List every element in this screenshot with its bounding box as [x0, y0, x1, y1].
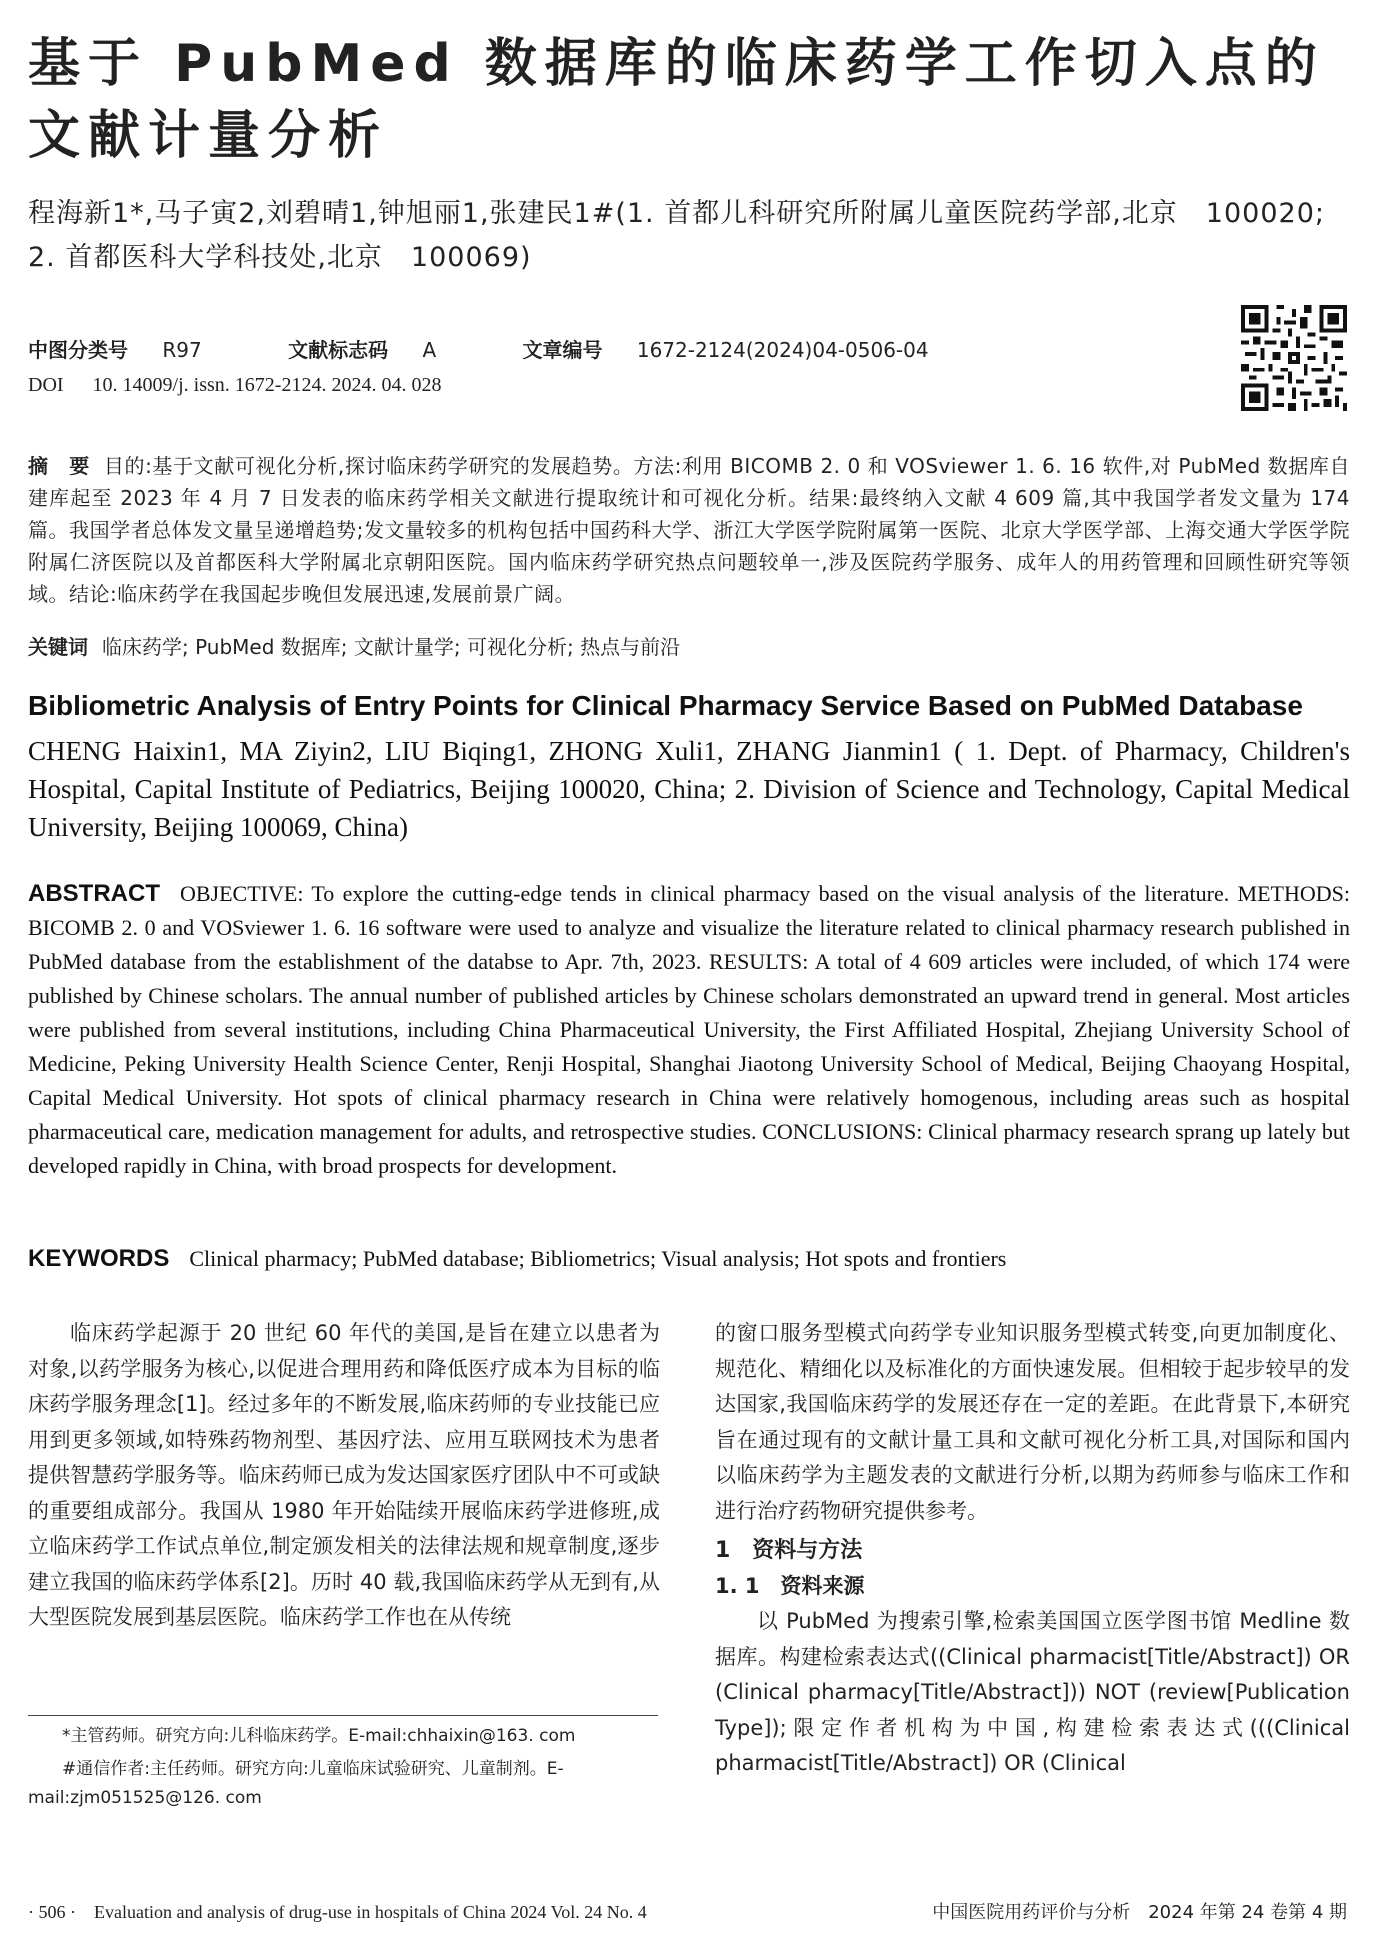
footer-journal-chinese: 中国医院用药评价与分析 2024 年第 24 卷第 4 期 — [932, 1902, 1347, 1923]
footer-journal-english: · 506 · Evaluation and analysis of drug-use in hospitals of China 2024 Vol. 24 No. 4 — [28, 1902, 647, 1922]
data-source-paragraph: 以 PubMed 为搜索引擎,检索美国国立医学图书馆 Medline 数据库。构建检索表达式((Clinical pharmacist[Title/Abstract]) OR (Clinical pharmacy[Title/Abstract])) NOT (review[Publication Type]);限定作者机构为中国,构建检索表达式(((Clinical pharmacist[Title/Abstract]) OR (Clinical — [715, 1609, 1350, 1775]
english-abstract — [28, 877, 1350, 1183]
chinese-abstract — [28, 450, 1350, 610]
footnote-corresponding-author: #通信作者:主任药师。研究方向:儿童临床试验研究、儿童制剂。E-mail:zjm051525@126. com — [28, 1759, 564, 1808]
chinese-keywords-label: 关键词 — [28, 635, 88, 659]
doccode-label: 文献标志码 — [288, 338, 389, 362]
subsection-heading: 1. 1 资料来源 — [715, 1573, 865, 1598]
footnote-first-author: *主管药师。研究方向:儿科临床药学。E-mail:chhaixin@163. com — [62, 1726, 576, 1746]
footnotes — [28, 1722, 660, 1817]
english-keywords-text: Clinical pharmacy; PubMed database; Bibliometrics; Visual analysis; Hot spots and frontiers — [189, 1246, 1007, 1271]
paper-title: 基于 PubMed 数据库的临床药学工作切入点的文献计量分析 — [28, 34, 1325, 166]
doi-value: 10. 14009/j. issn. 1672-2124. 2024. 04. 028 — [92, 374, 442, 396]
chinese-abstract-text: 目的:基于文献可视化分析,探讨临床药学研究的发展趋势。方法:利用 BICOMB 2. 0 和 VOSviewer 1. 6. 16 软件,对 PubMed 数据库自建库起至 2023 年 4 月 7 日发表的临床药学相关文献进行提取统计和可视化分析。结果:最终纳入文献 4 609 篇,其中我国学者发文量为 174 篇。我国学者总体发文量呈递增趋势;发文量较多的机构包括中国药科大学、浙江大学医学院附属第一医院、北京大学医学部、上海交通大学医学院附属仁济医院以及首都医科大学附属北京朝阳医院。国内临床药学研究热点问题较单一,涉及医院药学服务、成年人的用药管理和回顾性研究等领域。结论:临床药学在我国起步晚但发展迅速,发展前景广阔。 — [28, 454, 1351, 606]
body-right-column — [715, 1316, 1350, 1782]
chinese-keywords — [28, 631, 680, 660]
english-keywords — [28, 1245, 1006, 1273]
english-abstract-label: ABSTRACT — [28, 880, 160, 907]
intro-paragraph: 临床药学起源于 20 世纪 60 年代的美国,是旨在建立以患者为对象,以药学服务为核心,以促进合理用药和降低医疗成本为目标的临床药学服务理念[1]。经过多年的不断发展,临床药师的专业技能已应用到更多领域,如特殊药物剂型、基因疗法、应用互联网技术为患者提供智慧药学服务等。临床药师已成为发达国家医疗团队中不可或缺的重要组成部分。我国从 1980 年开始陆续开展临床药学进修班,成立临床药学工作试点单位,制定颁发相关的法律法规和规章制度,逐步建立我国的临床药学体系[2]。历时 40 载,我国临床药学从无到有,从大型医院发展到基层医院。临床药学工作也在从传统 — [28, 1321, 660, 1629]
english-keywords-label: KEYWORDS — [28, 1245, 170, 1272]
author-block — [28, 192, 1350, 280]
footnote-divider — [28, 1715, 658, 1716]
classification-line — [28, 334, 929, 363]
doi-line — [28, 374, 441, 397]
articleno-label: 文章编号 — [522, 338, 603, 362]
author-names: 程海新1*,马子寅2,刘碧晴1,钟旭丽1,张建民1# — [28, 198, 616, 229]
chinese-keywords-text: 临床药学; PubMed 数据库; 文献计量学; 可视化分析; 热点与前沿 — [102, 635, 681, 659]
chinese-abstract-label: 摘 要 — [28, 454, 90, 478]
english-abstract-text: OBJECTIVE: To explore the cutting-edge tends in clinical pharmacy based on the visual analysis of the literature. METHODS: BICOMB 2. 0 and VOSviewer 1. 6. 16 software were used to analyze and visualize the literature related to clinical pharmacy research published in PubMed database from the establishment of the databse to Apr. 7th, 2023. RESULTS: A total of 4 609 articles were included, of which 174 were published by Chinese scholars. The annual number of published articles by Chinese scholars demonstrated an upward trend in general. Most articles were published from several institutions, including China Pharmaceutical University, the First Affiliated Hospital, Zhejiang University School of Medicine, Peking University Health Science Center, Renji Hospital, Shanghai Jiaotong University School of Medical, Beijing Chaoyang Hospital, Capital Medical University. Hot spots of clinical pharmacy research in China were relatively homogenous, including areas such as hospital pharmaceutical care, medication management for adults, and retrospective studies. CONCLUSIONS: Clinical pharmacy research sprang up lately but developed rapidly in China, with broad prospects for development. — [28, 881, 1350, 1178]
english-title: Bibliometric Analysis of Entry Points for Clinical Pharmacy Service Based on PubMed Database — [28, 690, 1303, 721]
clc-label: 中图分类号 — [28, 338, 128, 362]
english-authors: CHENG Haixin1, MA Ziyin2, LIU Biqing1, ZHONG Xuli1, ZHANG Jianmin1 ( 1. Dept. of Pharmacy, Children's Hospital, Capital Institute of Pediatrics, Beijing 100020, China; 2. Division of Science and Technology, Capital Medical University, Beijing 100069, China) — [28, 736, 1350, 842]
author-affiliations: (1. 首都儿科研究所附属儿童医院药学部,北京 100020; 2. 首都医科大学科技处,北京 100069) — [28, 198, 1325, 273]
section-heading: 1 资料与方法 — [715, 1538, 863, 1563]
body-left-column — [28, 1316, 660, 1636]
doccode-value: A — [422, 338, 437, 362]
clc-value: R97 — [162, 338, 202, 362]
articleno-value: 1672-2124(2024)04-0506-04 — [636, 338, 929, 362]
intro-paragraph-continued: 的窗口服务型模式向药学专业知识服务型模式转变,向更加制度化、规范化、精细化以及标准化的方面快速发展。但相较于起步较早的发达国家,我国临床药学的发展还存在一定的差距。在此背景下,本研究旨在通过现有的文献计量工具和文献可视化分析工具,对国际和国内以临床药学为主题发表的文献进行分析,以期为药师参与临床工作和进行治疗药物研究提供参考。 — [715, 1321, 1350, 1523]
qr-code-icon — [1240, 305, 1348, 411]
doi-label: DOI — [28, 374, 64, 396]
